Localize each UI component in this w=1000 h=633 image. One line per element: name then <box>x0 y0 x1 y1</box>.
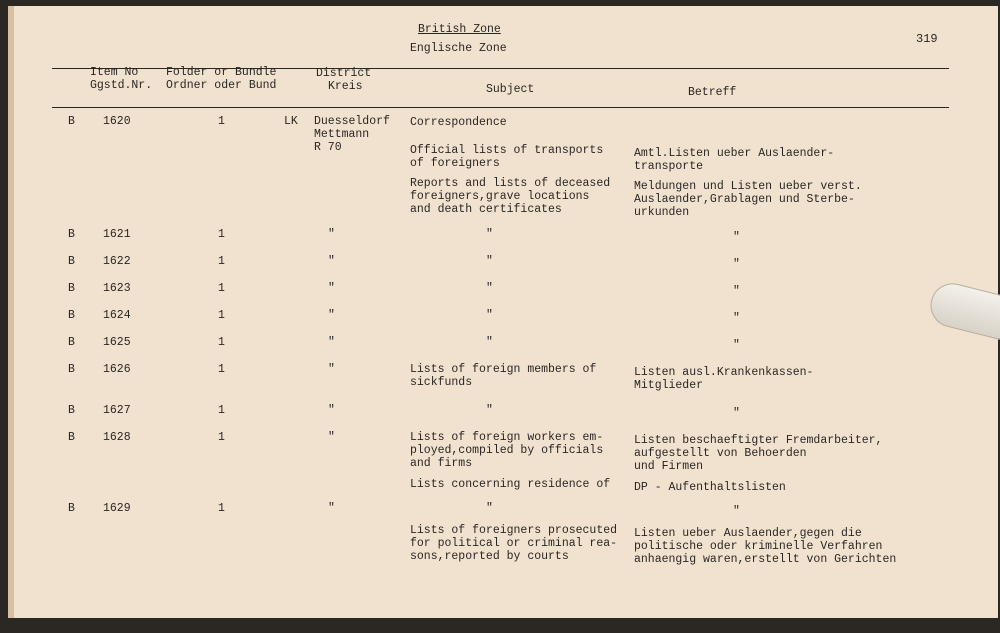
district-line: " <box>328 255 335 268</box>
district-line: " <box>328 282 335 295</box>
series-code: B <box>68 336 75 349</box>
betreff-line: " <box>733 258 740 271</box>
betreff-line: Amtl.Listen ueber Auslaender- <box>634 147 835 160</box>
betreff-line: aufgestellt von Behoerden <box>634 447 807 460</box>
col-district: District <box>316 67 372 80</box>
series-code: B <box>68 115 75 128</box>
subject-line: Lists of foreigners prosecuted <box>410 524 618 537</box>
page-bottom-edge <box>0 618 1000 633</box>
col-subject: Subject <box>486 83 535 96</box>
subject-line: for political or criminal rea- <box>410 537 618 550</box>
zone-title: British Zone <box>418 23 501 36</box>
betreff-line: " <box>733 407 740 420</box>
col-folder-de: Ordner oder Bund <box>166 79 277 92</box>
series-code: B <box>68 404 75 417</box>
betreff-line: " <box>733 231 740 244</box>
subject-line: " <box>486 502 493 515</box>
subject-line: sons,reported by courts <box>410 550 569 563</box>
subject-line: sickfunds <box>410 376 473 389</box>
district-line: Mettmann <box>314 128 370 141</box>
series-code: B <box>68 502 75 515</box>
betreff-line: " <box>733 285 740 298</box>
district-line: Duesseldorf <box>314 115 390 128</box>
item-number: 1626 <box>103 363 131 376</box>
betreff-line: Auslaender,Grablagen und Sterbe- <box>634 193 855 206</box>
subject-line: " <box>486 228 493 241</box>
col-district-de: Kreis <box>328 80 363 93</box>
district-line: " <box>328 336 335 349</box>
district-line: " <box>328 309 335 322</box>
folder-count: 1 <box>218 336 225 349</box>
item-number: 1622 <box>103 255 131 268</box>
item-number: 1621 <box>103 228 131 241</box>
series-code: B <box>68 309 75 322</box>
district-prefix: LK <box>284 115 298 128</box>
series-code: B <box>68 431 75 444</box>
series-code: B <box>68 255 75 268</box>
subject-line: Lists of foreign workers em- <box>410 431 604 444</box>
subject-line: and firms <box>410 457 473 470</box>
col-item-no: Item No <box>90 66 139 79</box>
subject-line: " <box>486 336 493 349</box>
betreff-line: urkunden <box>634 206 690 219</box>
betreff-line: Mitglieder <box>634 379 704 392</box>
district-line: R 70 <box>314 141 342 154</box>
subject-line: ployed,compiled by officials <box>410 444 604 457</box>
folder-count: 1 <box>218 282 225 295</box>
district-line: " <box>328 404 335 417</box>
subject-line: Lists concerning residence of <box>410 478 611 491</box>
subject-line: Official lists of transports <box>410 144 604 157</box>
index-tab <box>926 279 1000 342</box>
betreff-line: politische oder kriminelle Verfahren <box>634 540 883 553</box>
col-betreff: Betreff <box>688 86 737 99</box>
page-number: 319 <box>916 32 938 46</box>
item-number: 1620 <box>103 115 131 128</box>
betreff-line: Listen ueber Auslaender,gegen die <box>634 527 862 540</box>
subject-line: foreigners,grave locations <box>410 190 590 203</box>
district-line: " <box>328 363 335 376</box>
betreff-line: Meldungen und Listen ueber verst. <box>634 180 862 193</box>
betreff-line: anhaengig waren,erstellt von Gerichten <box>634 553 897 566</box>
subject-line: of foreigners <box>410 157 500 170</box>
series-code: B <box>68 228 75 241</box>
subject-line: Lists of foreign members of <box>410 363 597 376</box>
folder-count: 1 <box>218 115 225 128</box>
district-line: " <box>328 431 335 444</box>
item-number: 1623 <box>103 282 131 295</box>
item-number: 1629 <box>103 502 131 515</box>
district-line: " <box>328 228 335 241</box>
folder-count: 1 <box>218 404 225 417</box>
col-folder: Folder or Bundle <box>166 66 277 79</box>
folder-count: 1 <box>218 255 225 268</box>
item-number: 1624 <box>103 309 131 322</box>
header-bottom-rule <box>52 107 949 108</box>
folder-count: 1 <box>218 502 225 515</box>
district-line: " <box>328 502 335 515</box>
betreff-line: DP - Aufenthaltslisten <box>634 481 786 494</box>
series-code: B <box>68 363 75 376</box>
subject-line: " <box>486 282 493 295</box>
zone-subtitle: Englische Zone <box>410 42 507 55</box>
betreff-line: " <box>733 312 740 325</box>
betreff-line: Listen beschaeftigter Fremdarbeiter, <box>634 434 883 447</box>
subject-line: " <box>486 404 493 417</box>
item-number: 1627 <box>103 404 131 417</box>
item-number: 1625 <box>103 336 131 349</box>
folder-count: 1 <box>218 228 225 241</box>
catalog-page <box>8 6 998 626</box>
betreff-line: und Firmen <box>634 460 704 473</box>
betreff-line: transporte <box>634 160 704 173</box>
col-item-no-de: Ggstd.Nr. <box>90 79 153 92</box>
subject-line: Correspondence <box>410 116 507 129</box>
betreff-line: Listen ausl.Krankenkassen- <box>634 366 814 379</box>
folder-count: 1 <box>218 309 225 322</box>
page-spine <box>8 6 14 626</box>
subject-line: " <box>486 255 493 268</box>
subject-line: and death certificates <box>410 203 562 216</box>
betreff-line: " <box>733 505 740 518</box>
folder-count: 1 <box>218 363 225 376</box>
series-code: B <box>68 282 75 295</box>
item-number: 1628 <box>103 431 131 444</box>
folder-count: 1 <box>218 431 225 444</box>
subject-line: Reports and lists of deceased <box>410 177 611 190</box>
subject-line: " <box>486 309 493 322</box>
betreff-line: " <box>733 339 740 352</box>
